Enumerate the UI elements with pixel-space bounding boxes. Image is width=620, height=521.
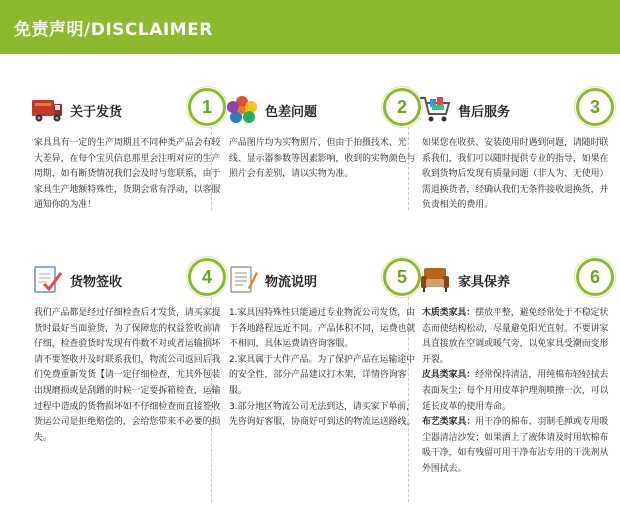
section-number: 5	[383, 258, 421, 296]
maintenance-item	[422, 306, 614, 368]
banner-title: 免责声明/DISCLAIMER	[14, 20, 213, 40]
section-header	[418, 258, 614, 300]
body-text: 如果您在收获、安装使用时遇到问题，请随时联系我们，我们可以随时提供专业的指导，如果在收到货物后发现有质量问题（非人为、无使用）需退换货者，经确认我们无条件接收退换货，并负责相关的费用。	[422, 138, 609, 211]
item-label: 布艺类家具：	[422, 417, 476, 428]
shopping-cart-icon	[418, 94, 452, 124]
logistics-item: 2.家具属于大件产品。为了保护产品在运输途中的安全性，部分产品建议打木架，详情咨询客服。	[229, 354, 415, 396]
section-title: 货物签收	[70, 275, 123, 290]
item-text: 摆放平整，避免经常处于不稳定状态而使结构松动，尽量避免阳光直射。不要讲家具直接放在空调或暖气旁，以免家具受潮而变形开裂。	[422, 308, 609, 365]
section-body	[225, 136, 421, 183]
section-header	[225, 258, 421, 300]
logistics-item: 3.部分地区物流公司无法到达，请买家下单前，先咨询好客服，协商好可到达的物流运送路线。	[229, 401, 416, 428]
section-shipping	[30, 88, 226, 214]
section-logistics	[225, 258, 421, 431]
truck-icon	[30, 94, 64, 124]
section-body	[30, 136, 226, 214]
section-title: 售后服务	[458, 105, 511, 120]
section-header	[225, 88, 421, 130]
section-signing	[30, 258, 226, 446]
section-number: 4	[188, 258, 226, 296]
sofa-icon	[418, 264, 452, 294]
item-text: 用干净的棉布、羽制毛掸或专用吸尘器清洁沙发；如果洒上了液体请及时用软棉布吸干净，如有残留可用干净布沾专用的干洗剂从外围拭去。	[422, 417, 609, 474]
color-palette-icon	[225, 94, 259, 124]
section-number: 6	[576, 258, 614, 296]
section-after-sales	[418, 88, 614, 214]
section-header	[418, 88, 614, 130]
section-maintenance	[418, 258, 614, 478]
section-body	[418, 136, 614, 214]
clipboard-check-icon	[30, 264, 64, 294]
body-text: 我们产品都是经过仔细检查后才发货，请买家提货时最好当面验货，为了保障您的权益签收前请仔细，检查验货时发现有件数不对或者运输损坏请不要签收并及时联系我们，物流公司返回后我们免费重新发货【请一定仔细检查，尤其外包装出现磨损或是刮蹭的时候一定要拆箱检查，运输过程中造成的货物损坏如不仔细检查而直接签收货运公司是拒绝赔偿的，会给您带来不必要的损失。	[34, 308, 221, 443]
section-color	[225, 88, 421, 183]
disclaimer-banner	[0, 0, 620, 54]
logistics-item: 1.家具因特殊性只能通过专业物流公司发货，由于各地路程远近不同。产品体积不同，运费也就不相同，具体运费请咨询客服。	[229, 308, 416, 350]
section-number: 3	[576, 88, 614, 126]
item-text: 经常保持清洁，用纯棉布轻轻拭去表面灰尘；每个月用皮革护理剂喷擦一次，可以延长皮革的使用寿命。	[422, 370, 609, 412]
section-title: 关于发货	[70, 105, 123, 120]
body-text: 产品图片均为实物照片，但由于拍摄技术、光线、显示器参数等因素影响，收到的实物颜色与照片会有差别，请以实物为准。	[229, 138, 416, 180]
section-header	[30, 88, 226, 130]
section-body	[30, 306, 226, 446]
maintenance-item	[422, 415, 614, 477]
maintenance-item	[422, 368, 614, 415]
body-text: 家具具有一定的生产周期且不同种类产品会有较大差异，在每个宝贝信息那里会注明对应的生产周期，如有断货情况我们会及时与您联系，由于家具生产地额特殊性，货期会常有浮动，以客服通知你的为准！	[34, 138, 221, 211]
section-body	[418, 306, 614, 478]
section-title: 物流说明	[265, 275, 318, 290]
section-header	[30, 258, 226, 300]
section-number: 2	[383, 88, 421, 126]
section-title: 家具保养	[458, 275, 511, 290]
section-number: 1	[188, 88, 226, 126]
section-title: 色差问题	[265, 105, 318, 120]
item-label: 木质类家具：	[422, 308, 476, 318]
notepad-icon	[225, 264, 259, 294]
item-label: 皮具类家具：	[422, 370, 476, 381]
section-body	[225, 306, 421, 431]
